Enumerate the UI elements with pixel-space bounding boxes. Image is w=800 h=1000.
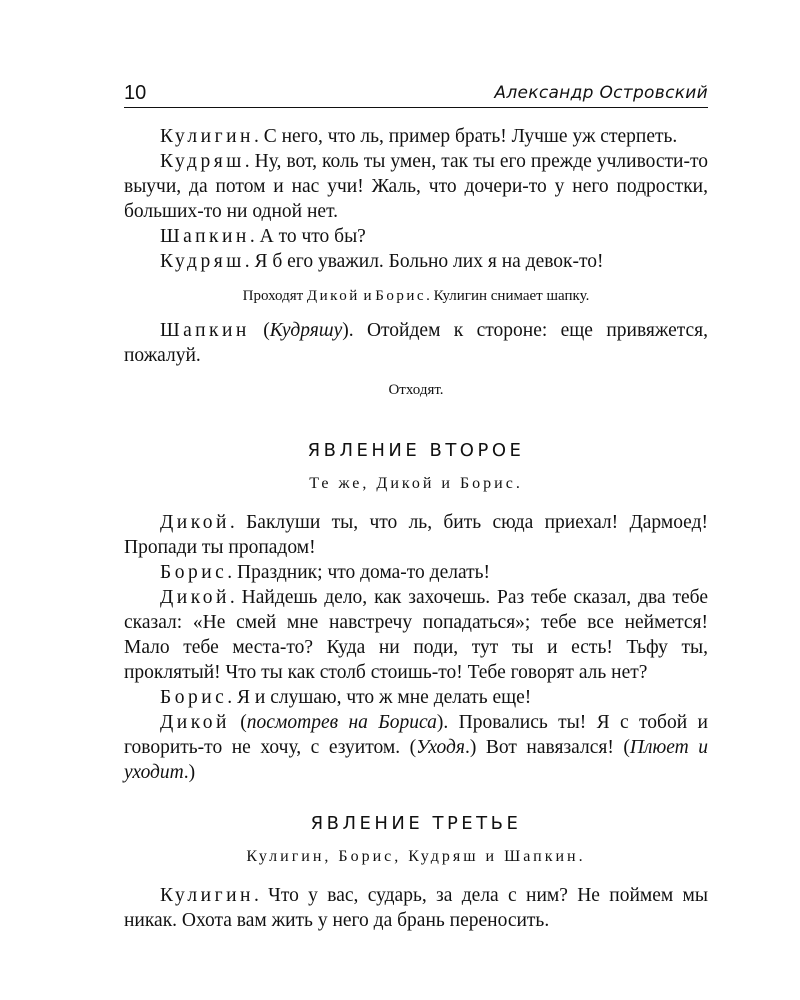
dialogue-line	[124, 510, 708, 560]
stage-direction-inline: посмотрев на Бориса	[246, 712, 437, 733]
stage-direction: Отходят.	[388, 382, 444, 398]
line-text: . С него, что ль, пример брать! Лучше уж стерпеть.	[253, 126, 678, 147]
running-head-author: Александр Островский	[494, 83, 708, 103]
page-number: 10	[124, 82, 147, 104]
line-text: . Ну, вот, коль ты умен, так ты его прежде учливости-то выучи, да потом и нас учи! Жаль, что дочери-то у него подростки, больших-то ни одной нет.	[124, 151, 708, 222]
speaker-name: Кулигин	[160, 126, 254, 147]
stage-text: . Кулигин снимает шапку.	[426, 288, 590, 304]
character-name: Борис	[375, 288, 427, 304]
speaker-name: Шапкин	[160, 226, 250, 247]
line-text: (	[249, 320, 270, 341]
speaker-name: Дикой	[160, 712, 230, 733]
scene-heading: ЯВЛЕНИЕ ВТОРОЕ	[307, 440, 525, 461]
line-text: ). Провались ты! Я с тобой и говорить-то не хочу, с езуитом. (	[124, 712, 708, 758]
line-text: . Я и слушаю, что ж мне делать еще!	[227, 687, 532, 708]
scene-cast: Те же, Дикой и Борис.	[309, 475, 523, 492]
character-name: Дикой	[306, 288, 360, 304]
dialogue-line	[124, 710, 708, 785]
speaker-name: Кулигин	[160, 885, 254, 906]
line-text: . Я б его уважил. Больно лих я на девок-то!	[244, 251, 604, 272]
dialogue-line	[124, 318, 708, 368]
speaker-name: Кудряш	[160, 251, 245, 272]
stage-direction-inline: Уходя	[416, 737, 465, 758]
line-text: ). Отойдем к стороне: еще привяжется, пожалуй.	[124, 320, 708, 366]
stage-direction-inline: Кудряшу	[269, 320, 343, 341]
speaker-name: Дикой	[160, 512, 230, 533]
stage-direction-inline: Плюет и уходит	[124, 737, 708, 783]
line-text: . Праздник; что дома-то делать!	[227, 562, 491, 583]
scene-heading: ЯВЛЕНИЕ ТРЕТЬЕ	[310, 813, 522, 834]
speaker-name: Шапкин	[160, 320, 250, 341]
speaker-name: Кудряш	[160, 151, 245, 172]
speaker-name: Дикой	[160, 587, 230, 608]
line-text: . А то что бы?	[249, 226, 366, 247]
speaker-name: Борис	[160, 562, 228, 583]
line-text: . Найдешь дело, как захочешь. Раз тебе сказал, два тебе сказал: «Не смей мне навстречу попадаться»; тебе все неймется! Мало тебе места-то? Куда ни поди, тут ты и есть! Тьфу ты, проклятый! Что ты как столб стоишь-то! Тебе говорят аль нет?	[124, 587, 708, 683]
stage-direction	[124, 286, 708, 306]
stage-text: и	[359, 288, 376, 304]
dialogue-line	[124, 560, 708, 585]
line-text: . Баклуши ты, что ль, бить сюда приехал! Дармоед! Пропади ты пропадом!	[124, 512, 708, 558]
dialogue-line	[124, 585, 708, 685]
dialogue-line	[124, 685, 708, 710]
dialogue-line	[124, 883, 708, 933]
scene-cast: Кулигин, Борис, Кудряш и Шапкин.	[246, 848, 586, 865]
dialogue-line	[124, 224, 708, 249]
book-page	[124, 80, 708, 933]
speaker-name: Борис	[160, 687, 228, 708]
line-text: .) Вот навязался! (	[464, 737, 630, 758]
stage-text: Проходят	[242, 288, 307, 304]
line-text: .)	[183, 762, 196, 783]
page-header	[124, 80, 708, 108]
line-text: . Что у вас, сударь, за дела с ним? Не поймем мы никак. Охота вам жить у него да брань переносить.	[124, 885, 708, 931]
line-text: (	[229, 712, 247, 733]
dialogue-line	[124, 124, 708, 149]
dialogue-line	[124, 249, 708, 274]
dialogue-line	[124, 149, 708, 224]
